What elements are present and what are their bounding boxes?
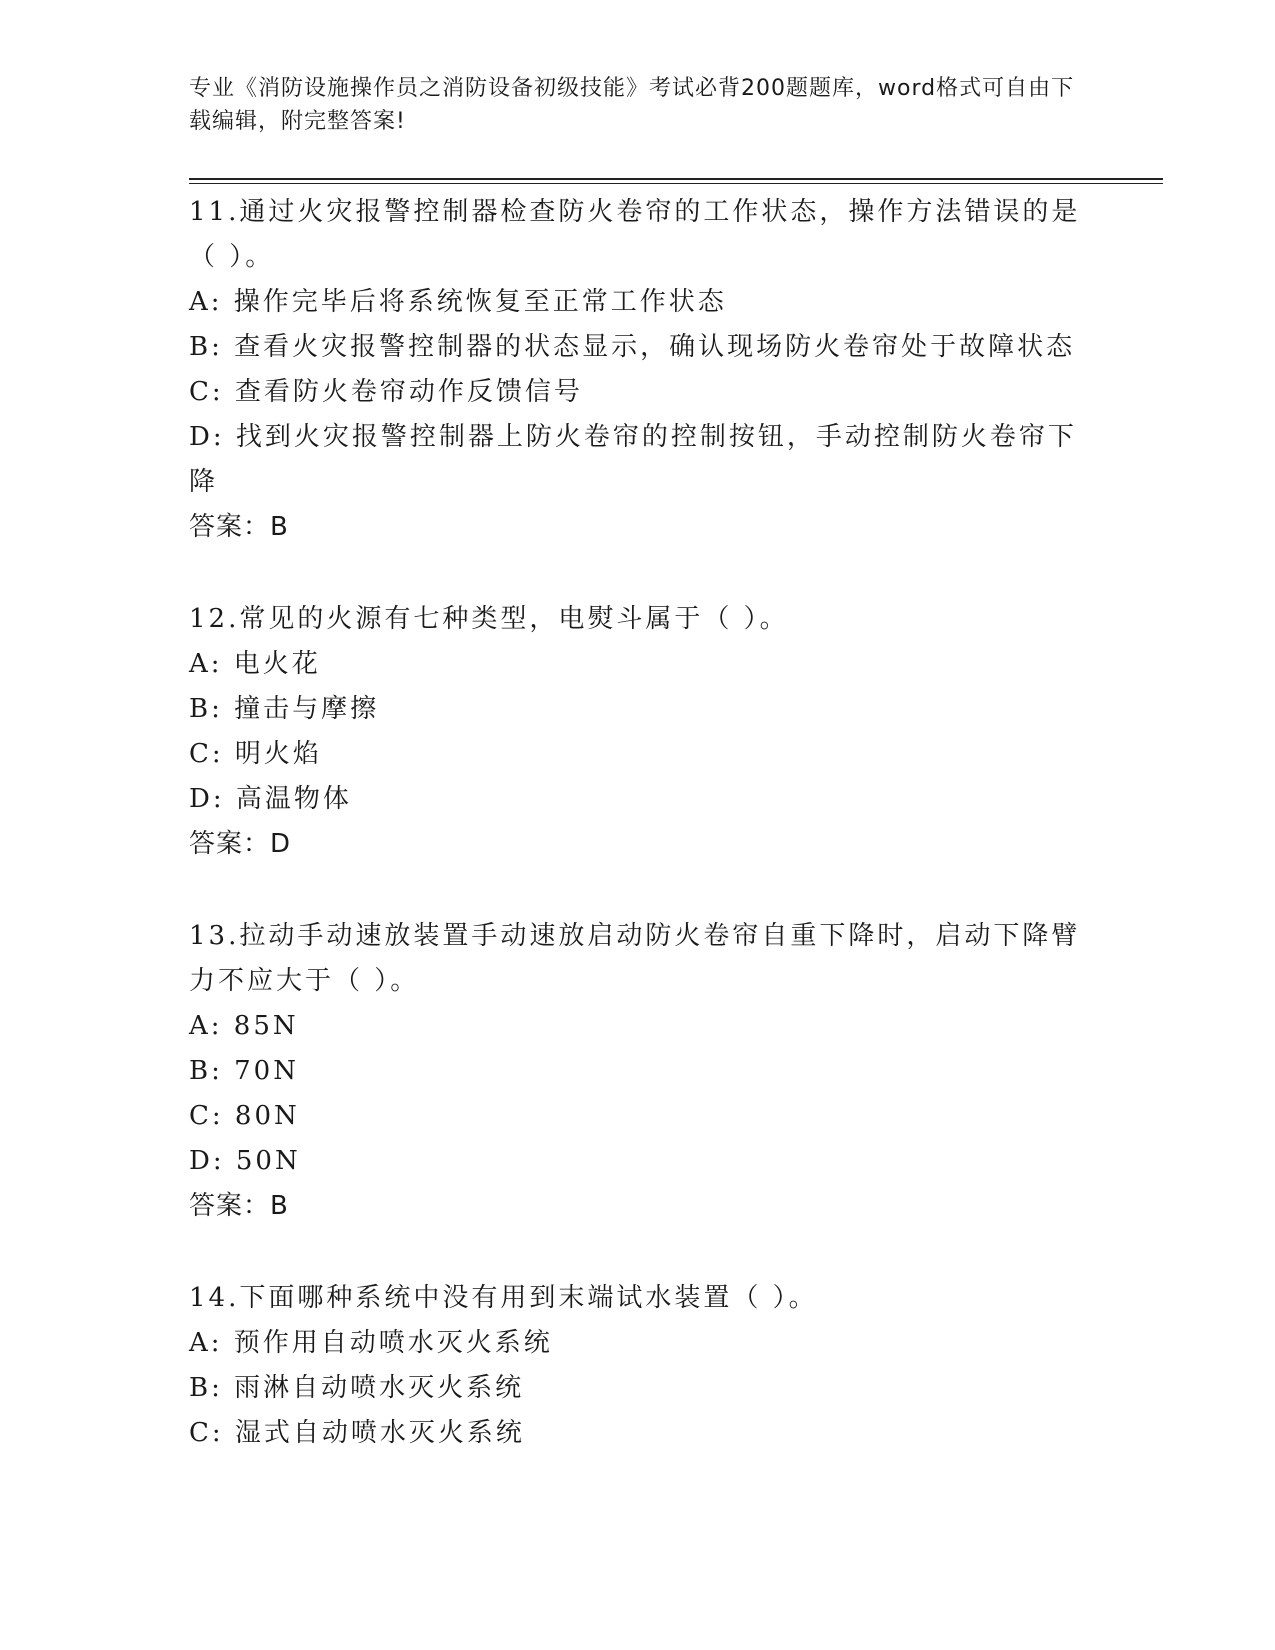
answer-label: 答案： (189, 829, 271, 859)
answer-value: D (270, 829, 292, 859)
option-b: B: 雨淋自动喷水灭火系统 (189, 1373, 525, 1403)
question-11 (189, 190, 1089, 550)
answer-line (189, 822, 1089, 867)
option-d: D: 50N (189, 1146, 301, 1176)
question-stem: 12.常见的火源有七种类型，电熨斗属于（ ）。 (189, 604, 789, 634)
option-b: B: 撞击与摩擦 (189, 694, 380, 724)
question-list (189, 190, 1089, 1456)
question-13 (189, 914, 1089, 1229)
answer-label: 答案： (189, 512, 271, 542)
option-d: D: 找到火灾报警控制器上防火卷帘的控制按钮，手动控制防火卷帘下降 (189, 422, 1077, 497)
question-stem: 13.拉动手动速放装置手动速放启动防火卷帘自重下降时，启动下降臂力不应大于（ ）。 (189, 921, 1081, 996)
header-divider-thin (189, 183, 1163, 184)
question-stem: 11.通过火灾报警控制器检查防火卷帘的工作状态，操作方法错误的是（ ）。 (189, 197, 1081, 272)
question-stem: 14.下面哪种系统中没有用到末端试水装置（ ）。 (189, 1283, 818, 1313)
option-a: A: 电火花 (189, 649, 321, 679)
header-divider-thick (189, 178, 1163, 180)
option-d: D: 高温物体 (189, 784, 352, 814)
question-12 (189, 597, 1089, 867)
option-c: C: 湿式自动喷水灭火系统 (189, 1418, 525, 1448)
document-header: 专业《消防设施操作员之消防设备初级技能》考试必背200题题库，word格式可自由下载编辑，附完整答案! (189, 76, 1075, 134)
option-b: B: 70N (189, 1056, 299, 1086)
option-a: A: 预作用自动喷水灭火系统 (189, 1328, 553, 1358)
option-c: C: 明火焰 (189, 739, 322, 769)
option-a: A: 操作完毕后将系统恢复至正常工作状态 (189, 287, 727, 317)
option-a: A: 85N (189, 1011, 299, 1041)
answer-label: 答案： (189, 1191, 271, 1221)
option-c: C: 80N (189, 1101, 300, 1131)
answer-line (189, 1184, 1089, 1229)
question-14 (189, 1276, 1089, 1456)
answer-value: B (270, 512, 289, 542)
answer-line (189, 505, 1089, 550)
answer-value: B (270, 1191, 289, 1221)
option-b: B: 查看火灾报警控制器的状态显示，确认现场防火卷帘处于故障状态 (189, 332, 1076, 362)
option-c: C: 查看防火卷帘动作反馈信号 (189, 377, 583, 407)
